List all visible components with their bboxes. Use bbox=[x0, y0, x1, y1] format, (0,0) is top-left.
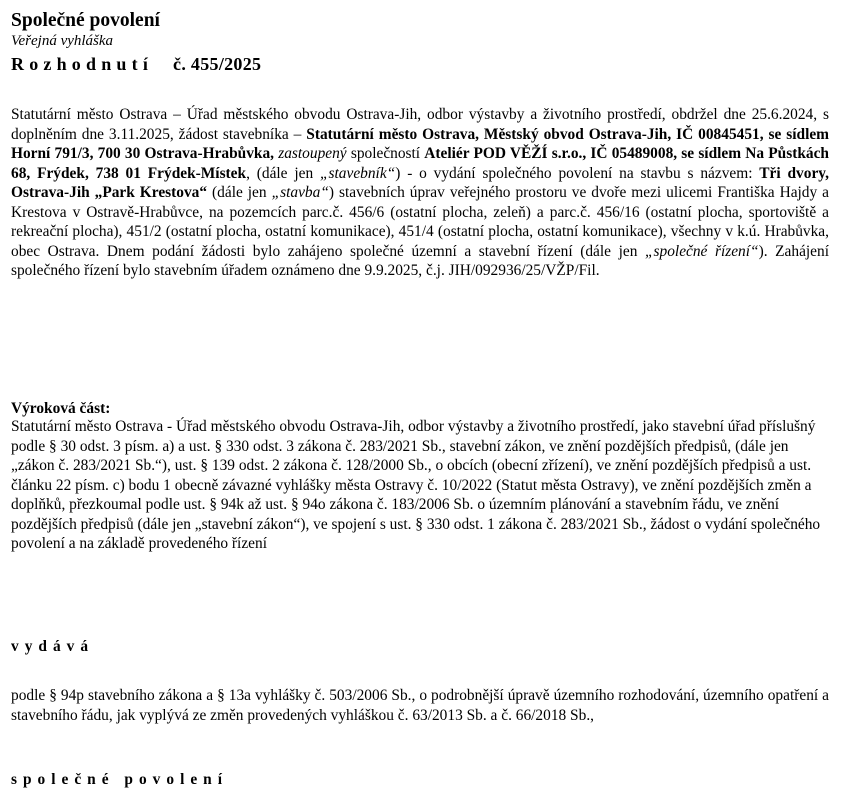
project-name: Tři dvory, Ostrava-Jih „Park Krestova“ bbox=[11, 164, 829, 201]
document-header bbox=[11, 10, 261, 76]
intro-italic: „stavebník“ bbox=[319, 164, 396, 182]
decision-heading bbox=[11, 52, 261, 76]
permit-heading: společné povolení bbox=[11, 771, 229, 788]
document-subtitle: Veřejná vyhláška bbox=[11, 33, 114, 49]
decision-number: č. 455/2025 bbox=[173, 54, 262, 74]
applicant-name: Statutární město Ostrava, Městský obvod Ostrava-Jih, IČ 00845451, se sídlem Horní 791/3, 700 30 Ostrava-Hrabůvka, bbox=[11, 125, 829, 162]
document-title: Společné povolení bbox=[11, 10, 160, 31]
intro-paragraph bbox=[11, 105, 829, 281]
intro-text: společností bbox=[346, 145, 425, 162]
intro-italic: zastoupený bbox=[278, 145, 347, 162]
intro-text: , (dále jen bbox=[246, 164, 320, 182]
intro-text: (dále jen bbox=[207, 184, 272, 201]
intro-text: ) stavebních úprav veřejného prostoru ve dvoře mezi ulicemi Františka Hajdy a Krestova v Ostravě-Hrabůvce, na pozemcích parc.č. 456/6 (ostatní plocha, zeleň) a parc.č. 456/16 (ostatní plocha, sportoviště a rekreační plocha), 451/2 (ostatní plocha, ostatní komunikace), 451/4 (ostatní plocha, ostatní komunikace), všechny v k.ú. Hrabůvka, obec Ostrava. Dnem podání žádosti bylo zahájeno společné územní a stavební řízení (dále jen bbox=[11, 184, 830, 260]
issues-word: vydává bbox=[11, 638, 95, 655]
intro-text: ) - o vydání společného povolení na stavbu s názvem: bbox=[395, 164, 760, 182]
intro-text: ). Zahájení společného řízení bylo stavebním úřadem oznámeno dne 9.9.2025, č.j. JIH/092936/25/VŽP/Fil. bbox=[11, 242, 829, 279]
issues-paragraph: podle § 94p stavebního zákona a § 13a vyhlášky č. 503/2006 Sb., o podrobnější úpravě územního rozhodování, územního opatření a stavebního řádu, jak vyplývá ze změn provedených vyhláškou č. 63/2013 Sb. a č. 66/2018 Sb., bbox=[11, 687, 829, 724]
intro-italic: „stavba“ bbox=[271, 184, 329, 201]
decision-label: Rozhodnutí bbox=[11, 54, 154, 74]
representative-name: Ateliér POD VĚŽÍ s.r.o., IČ 05489008, se sídlem Na Půstkách 68, Frýdek, 738 01 Frýdek-Místek bbox=[11, 145, 829, 182]
intro-italic: „společné řízení“ bbox=[644, 242, 759, 260]
operative-heading: Výroková část: bbox=[11, 400, 111, 417]
intro-text: Statutární město Ostrava – Úřad městského obvodu Ostrava-Jih, odbor výstavby a životního prostředí, obdržel dne 25.6.2024, s doplněním dne 3.11.2025, žádost stavebníka – bbox=[11, 106, 829, 143]
operative-paragraph: Statutární město Ostrava - Úřad městského obvodu Ostrava-Jih, odbor výstavby a životního prostředí, jako stavební úřad příslušný podle § 30 odst. 3 písm. a) a ust. § 330 odst. 3 zákona č. 283/2021 Sb., stavební zákon, ve znění pozdějších předpisů, (dále jen „zákon č. 283/2021 Sb.“), ust. § 139 odst. 2 zákona č. 128/2000 Sb., o obcích (obecní zřízení), ve znění pozdějších předpisů a ust. článku 22 písm. c) bodu 1 obecně závazné vyhlášky města Ostravy č. 10/2022 (Statut města Ostravy), ve znění pozdějších změn a doplňků, přezkoumal podle ust. § 94k až ust. § 94o zákona č. 183/2006 Sb. o územním plánování a stavebním řádu, ve znění pozdějších předpisů (dále jen „stavební zákon“), ve spojení s ust. § 330 odst. 1 zákona č. 283/2021 Sb., žádost o vydání společného povolení a na základě provedeného řízení bbox=[11, 418, 821, 552]
